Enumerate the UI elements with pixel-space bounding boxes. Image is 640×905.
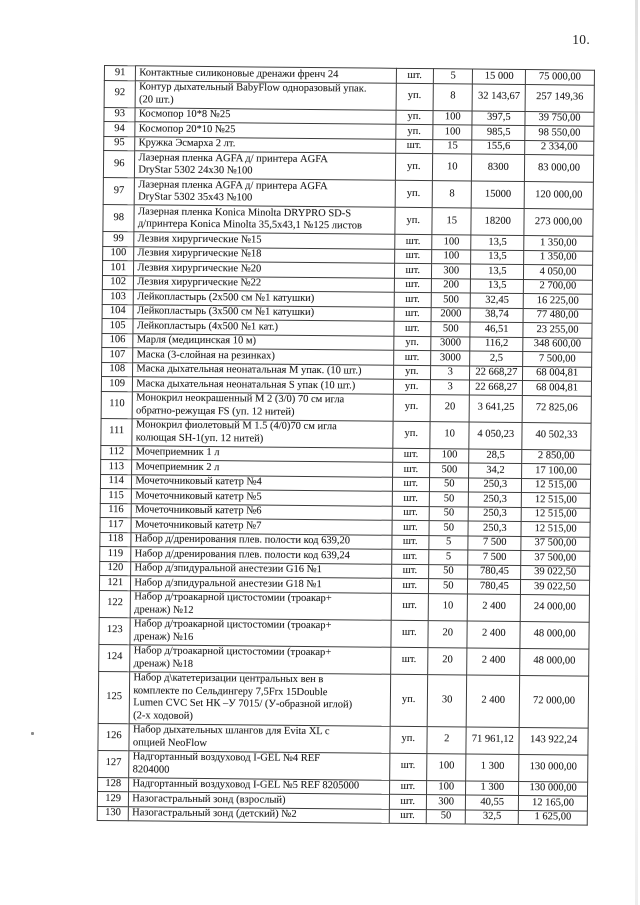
item-quantity: 50 bbox=[428, 579, 468, 594]
item-unit-price: 18200 bbox=[471, 208, 524, 236]
item-total-sum: 120 000,00 bbox=[524, 182, 593, 210]
item-name: Лазерная пленка AGFA д/ принтера AGFA DryStar 5302 24x30 №100 bbox=[135, 151, 395, 180]
item-total-sum: 1 625,00 bbox=[518, 810, 587, 825]
item-name: Контур дыхательный BabyFlow одноразовый упак. (20 шт.) bbox=[135, 80, 395, 109]
item-name: Лезвия хирургические №18 bbox=[134, 246, 394, 263]
item-unit-price: 2 400 bbox=[467, 648, 520, 676]
item-total-sum: 143 922,24 bbox=[519, 727, 588, 755]
item-name: Лейкопластырь (2x500 см №1 катушки) bbox=[134, 290, 394, 307]
row-number: 121 bbox=[99, 575, 131, 590]
item-quantity: 10 bbox=[432, 154, 472, 181]
item-name: Набор д/дренирования плев. полости код 639,24 bbox=[131, 547, 391, 564]
table-row bbox=[98, 671, 588, 728]
item-total-sum: 2 334,00 bbox=[525, 140, 594, 155]
item-unit: шт. bbox=[392, 506, 430, 521]
item-unit: шт. bbox=[391, 593, 429, 620]
item-unit-price: 250,3 bbox=[469, 492, 522, 507]
row-number: 102 bbox=[102, 275, 134, 290]
item-unit-price: 13,5 bbox=[471, 264, 524, 279]
items-table bbox=[97, 65, 595, 826]
item-quantity: 300 bbox=[431, 264, 471, 279]
item-total-sum: 24 000,00 bbox=[520, 594, 589, 622]
item-unit: уп. bbox=[395, 124, 433, 139]
row-number: 107 bbox=[102, 347, 134, 362]
item-unit-price: 13,5 bbox=[471, 250, 524, 265]
item-name: Надгортанный воздуховод I-GEL №4 REF 8204000 bbox=[129, 750, 389, 779]
item-name: Мочеточниковый катетр №6 bbox=[132, 503, 392, 520]
item-name: Космопор 10*8 №25 bbox=[135, 107, 395, 124]
item-name: Мочеточниковый катетр №4 bbox=[132, 474, 392, 491]
item-unit: уп. bbox=[396, 83, 434, 110]
item-name: Космопор 20*10 №25 bbox=[135, 122, 395, 139]
item-quantity: 20 bbox=[428, 620, 468, 647]
item-name: Кружка Эсмарха 2 лт. bbox=[135, 136, 395, 153]
item-total-sum: 98 550,00 bbox=[525, 126, 594, 141]
item-unit: шт. bbox=[396, 68, 434, 83]
item-quantity: 8 bbox=[433, 83, 473, 110]
row-number: 96 bbox=[103, 151, 135, 178]
item-unit: уп. bbox=[390, 674, 428, 726]
item-unit: шт. bbox=[392, 448, 430, 463]
item-total-sum: 1 350,00 bbox=[524, 236, 593, 251]
item-unit-price: 2 400 bbox=[467, 675, 520, 728]
item-total-sum: 7 500,00 bbox=[523, 352, 592, 367]
item-unit: уп. bbox=[393, 365, 431, 380]
item-unit-price: 13,5 bbox=[471, 235, 524, 250]
item-quantity: 500 bbox=[430, 463, 470, 478]
item-name: Марля (медицинская 10 м) bbox=[133, 333, 393, 350]
item-name: Лазерная пленка Konica Minolta DRYPRO SD-S д/принтера Konica Minolta 35,5x43,1 №125 листов bbox=[134, 205, 394, 234]
item-unit-price: 34,2 bbox=[469, 463, 522, 478]
item-quantity: 100 bbox=[427, 780, 467, 795]
row-number: 95 bbox=[104, 136, 136, 151]
item-name: Мочеточниковый катетр №7 bbox=[131, 518, 391, 535]
row-number: 119 bbox=[100, 546, 132, 561]
item-unit: шт. bbox=[393, 350, 431, 365]
item-total-sum: 72 825,06 bbox=[522, 395, 591, 423]
item-name: Мочеприемник 1 л bbox=[132, 445, 392, 462]
row-number: 123 bbox=[99, 617, 131, 644]
item-quantity: 50 bbox=[429, 506, 469, 521]
item-unit: шт. bbox=[390, 647, 428, 674]
item-unit: шт. bbox=[392, 462, 430, 477]
item-name: Набор д/троакарной цистостомии (троакар+ дренаж) №16 bbox=[130, 617, 390, 646]
item-quantity: 5 bbox=[429, 550, 469, 565]
row-number: 98 bbox=[103, 204, 135, 231]
row-number: 124 bbox=[99, 644, 131, 671]
item-name: Набор д/дренирования плев. полости код 639,20 bbox=[131, 532, 391, 549]
row-number: 114 bbox=[100, 474, 132, 489]
item-name: Лейкопластырь (4x500 №1 кат.) bbox=[133, 319, 393, 336]
item-total-sum: 37 500,00 bbox=[521, 536, 590, 551]
item-total-sum: 37 500,00 bbox=[521, 551, 590, 566]
item-total-sum: 75 000,00 bbox=[525, 70, 594, 85]
item-unit: шт. bbox=[390, 620, 428, 647]
item-total-sum: 39 022,50 bbox=[521, 565, 590, 580]
row-number: 93 bbox=[104, 107, 136, 122]
item-total-sum: 257 149,36 bbox=[525, 84, 594, 112]
item-name: Набор д/зпидуральной анестезии G18 №1 bbox=[131, 576, 391, 593]
item-unit: шт. bbox=[394, 263, 432, 278]
item-unit-price: 780,45 bbox=[468, 565, 521, 580]
item-quantity: 50 bbox=[429, 521, 469, 536]
item-total-sum: 4 050,00 bbox=[524, 265, 593, 280]
row-number: 126 bbox=[98, 723, 130, 750]
row-number: 130 bbox=[97, 806, 129, 821]
item-total-sum: 130 000,00 bbox=[519, 754, 588, 782]
item-unit-price: 3 641,25 bbox=[470, 395, 523, 423]
item-unit-price: 71 961,12 bbox=[466, 727, 519, 755]
item-name: Назогастральный зонд (детский) №2 bbox=[129, 806, 389, 823]
item-name: Набор д\катетеризации центральных вен в комплекте по Сельдингеру 7,5Frx 15Double Lumen CVC Set НК –У 7015/ (У-образной иглой) (2-х ходовой) bbox=[130, 671, 391, 725]
item-name: Надгортанный воздуховод I-GEL №5 REF 8205000 bbox=[129, 777, 389, 794]
item-unit-price: 46,51 bbox=[470, 322, 523, 337]
row-number: 129 bbox=[97, 791, 129, 806]
item-name: Набор д/зпидуральной анестезии G16 №1 bbox=[131, 561, 391, 578]
items-table-body bbox=[97, 66, 594, 826]
item-unit: уп. bbox=[389, 726, 427, 753]
item-quantity: 20 bbox=[430, 394, 470, 421]
item-unit: шт. bbox=[389, 780, 427, 795]
item-unit: уп. bbox=[392, 421, 430, 448]
scan-edge-artifact bbox=[635, 0, 638, 905]
item-quantity: 5 bbox=[429, 535, 469, 550]
row-number: 110 bbox=[101, 391, 133, 418]
item-total-sum: 77 480,00 bbox=[523, 308, 592, 323]
item-total-sum: 39 022,50 bbox=[521, 580, 590, 595]
item-unit: уп. bbox=[393, 379, 431, 394]
item-name: Монокрил фиолетовый М 1.5 (4/0)70 см игла колющая SH-1(уп. 12 нитей) bbox=[132, 418, 392, 447]
item-quantity: 15 bbox=[432, 208, 472, 235]
item-total-sum: 273 000,00 bbox=[524, 209, 593, 237]
item-name: Назогастральный зонд (взрослый) bbox=[129, 792, 389, 809]
item-quantity: 500 bbox=[431, 322, 471, 337]
item-quantity: 3000 bbox=[431, 351, 471, 366]
item-total-sum: 40 502,33 bbox=[522, 422, 591, 450]
item-total-sum: 83 000,00 bbox=[525, 155, 594, 183]
item-unit-price: 8300 bbox=[472, 154, 525, 182]
item-total-sum: 12 515,00 bbox=[522, 478, 591, 493]
page-number: 10. bbox=[572, 32, 590, 47]
item-name: Мочеточниковый катетр №5 bbox=[132, 489, 392, 506]
item-unit: шт. bbox=[394, 307, 432, 322]
item-quantity: 100 bbox=[430, 448, 470, 463]
row-number: 106 bbox=[102, 333, 134, 348]
item-unit: шт. bbox=[394, 234, 432, 249]
row-number: 116 bbox=[100, 503, 132, 518]
item-quantity: 50 bbox=[429, 564, 469, 579]
item-quantity: 3000 bbox=[431, 336, 471, 351]
item-unit-price: 1 300 bbox=[466, 754, 519, 782]
item-unit: уп. bbox=[395, 110, 433, 125]
item-total-sum: 48 000,00 bbox=[520, 648, 589, 676]
item-unit-price: 116,2 bbox=[470, 337, 523, 352]
item-name: Маска дыхательная неонатальная S упак (10 шт.) bbox=[133, 377, 393, 394]
item-total-sum: 23 255,00 bbox=[523, 323, 592, 338]
item-unit-price: 7 500 bbox=[468, 536, 521, 551]
item-quantity: 100 bbox=[432, 249, 472, 264]
item-quantity: 20 bbox=[428, 647, 468, 674]
item-total-sum: 39 750,00 bbox=[525, 111, 594, 126]
item-unit: шт. bbox=[391, 564, 429, 579]
item-unit: шт. bbox=[392, 520, 430, 535]
item-unit-price: 155,6 bbox=[472, 140, 525, 155]
item-name: Лазерная пленка AGFA д/ принтера AGFA DryStar 5302 35x43 №100 bbox=[135, 178, 395, 207]
item-unit: уп. bbox=[393, 394, 431, 421]
item-unit-price: 250,3 bbox=[468, 521, 521, 536]
item-quantity: 50 bbox=[429, 477, 469, 492]
item-quantity: 100 bbox=[427, 753, 467, 780]
item-unit: шт. bbox=[395, 139, 433, 154]
item-total-sum: 2 850,00 bbox=[522, 449, 591, 464]
item-unit-price: 1 300 bbox=[466, 781, 519, 796]
item-unit-price: 2 400 bbox=[467, 621, 520, 649]
item-unit: шт. bbox=[394, 249, 432, 264]
row-number: 94 bbox=[104, 122, 136, 137]
item-unit-price: 22 668,27 bbox=[470, 366, 523, 381]
item-quantity: 10 bbox=[428, 593, 468, 620]
item-unit: уп. bbox=[395, 153, 433, 180]
item-unit: шт. bbox=[391, 535, 429, 550]
row-number: 122 bbox=[99, 590, 131, 617]
item-unit-price: 985,5 bbox=[472, 125, 525, 140]
item-quantity: 30 bbox=[427, 674, 467, 726]
item-unit-price: 22 668,27 bbox=[470, 380, 523, 395]
row-number: 117 bbox=[100, 517, 132, 532]
item-quantity: 15 bbox=[433, 139, 473, 154]
item-quantity: 2 bbox=[427, 726, 467, 753]
row-number: 101 bbox=[102, 260, 134, 275]
row-number: 105 bbox=[102, 318, 134, 333]
row-number: 100 bbox=[103, 246, 135, 261]
item-total-sum: 12 515,00 bbox=[521, 493, 590, 508]
item-name: Контактные силиконовые дренажи френч 24 bbox=[136, 66, 396, 83]
item-name: Лезвия хирургические №15 bbox=[134, 232, 394, 249]
item-total-sum: 68 004,81 bbox=[522, 381, 591, 396]
item-unit: шт. bbox=[392, 477, 430, 492]
item-quantity: 8 bbox=[432, 181, 472, 208]
item-unit-price: 250,3 bbox=[469, 478, 522, 493]
item-quantity: 200 bbox=[431, 278, 471, 293]
item-quantity: 50 bbox=[426, 809, 466, 824]
item-unit-price: 15000 bbox=[472, 181, 525, 209]
item-name: Лейкопластырь (3x500 см №1 катушки) bbox=[133, 304, 393, 321]
item-total-sum: 12 515,00 bbox=[521, 507, 590, 522]
item-quantity: 10 bbox=[430, 421, 470, 448]
item-total-sum: 17 100,00 bbox=[522, 464, 591, 479]
item-unit-price: 397,5 bbox=[472, 111, 525, 126]
item-quantity: 300 bbox=[426, 795, 466, 810]
item-name: Набор д/троакарной цистостомии (троакар+ дренаж) №12 bbox=[131, 590, 391, 619]
item-unit: шт. bbox=[389, 794, 427, 809]
row-number: 109 bbox=[101, 376, 133, 391]
item-name: Маска дыхательная неонатальная М упак. (10 шт.) bbox=[133, 362, 393, 379]
row-number: 103 bbox=[102, 289, 134, 304]
item-quantity: 100 bbox=[432, 235, 472, 250]
scan-speck bbox=[31, 732, 34, 735]
item-name: Набор д/троакарной цистостомии (троакар+ дренаж) №18 bbox=[130, 644, 390, 673]
item-unit-price: 15 000 bbox=[473, 69, 526, 84]
item-total-sum: 68 004,81 bbox=[523, 366, 592, 381]
item-unit: шт. bbox=[391, 549, 429, 564]
row-number: 99 bbox=[103, 231, 135, 246]
item-unit: шт. bbox=[394, 292, 432, 307]
item-unit-price: 38,74 bbox=[471, 308, 524, 323]
item-total-sum: 12 515,00 bbox=[521, 522, 590, 537]
item-unit-price: 40,55 bbox=[466, 795, 519, 810]
item-unit: шт. bbox=[389, 809, 427, 824]
row-number: 120 bbox=[100, 561, 132, 576]
item-total-sum: 16 225,00 bbox=[523, 294, 592, 309]
row-number: 112 bbox=[101, 445, 133, 460]
item-unit-price: 32,45 bbox=[471, 293, 524, 308]
row-number: 97 bbox=[103, 177, 135, 204]
item-unit-price: 32,5 bbox=[466, 810, 519, 825]
item-quantity: 100 bbox=[433, 125, 473, 140]
row-number: 127 bbox=[98, 750, 130, 777]
item-unit: шт. bbox=[391, 578, 429, 593]
row-number: 128 bbox=[98, 777, 130, 792]
item-name: Лезвия хирургические №20 bbox=[134, 261, 394, 278]
item-quantity: 50 bbox=[429, 492, 469, 507]
item-total-sum: 48 000,00 bbox=[520, 621, 589, 649]
item-unit: шт. bbox=[389, 753, 427, 780]
item-name: Лезвия хирургические №22 bbox=[134, 275, 394, 292]
item-unit-price: 4 050,23 bbox=[469, 422, 522, 450]
item-unit-price: 7 500 bbox=[468, 550, 521, 565]
item-unit-price: 250,3 bbox=[469, 507, 522, 522]
item-quantity: 2000 bbox=[431, 307, 471, 322]
item-unit: шт. bbox=[394, 278, 432, 293]
row-number: 91 bbox=[104, 66, 136, 81]
item-quantity: 3 bbox=[430, 365, 470, 380]
row-number: 115 bbox=[100, 488, 132, 503]
item-total-sum: 2 700,00 bbox=[523, 279, 592, 294]
item-unit-price: 2,5 bbox=[470, 351, 523, 366]
item-unit-price: 32 143,67 bbox=[473, 84, 526, 112]
item-total-sum: 1 350,00 bbox=[524, 250, 593, 265]
row-number: 118 bbox=[100, 532, 132, 547]
item-unit: уп. bbox=[393, 336, 431, 351]
item-total-sum: 72 000,00 bbox=[519, 675, 588, 728]
item-total-sum: 348 600,00 bbox=[523, 337, 592, 352]
item-name: Монокрил неокрашенный М 2 (3/0) 70 см игла обратно-режущая FS (уп. 12 нитей) bbox=[132, 391, 392, 420]
item-quantity: 3 bbox=[430, 380, 470, 395]
item-unit: шт. bbox=[393, 321, 431, 336]
item-unit-price: 2 400 bbox=[468, 594, 521, 622]
row-number: 92 bbox=[104, 80, 136, 107]
row-number: 113 bbox=[101, 459, 133, 474]
row-number: 111 bbox=[101, 418, 133, 445]
item-quantity: 5 bbox=[433, 69, 473, 84]
item-unit-price: 13,5 bbox=[471, 279, 524, 294]
row-number: 125 bbox=[98, 671, 130, 723]
item-name: Набор дыхательных шлангов для Evita XL с опцией NeoFlow bbox=[129, 723, 389, 752]
item-total-sum: 12 165,00 bbox=[518, 796, 587, 811]
item-quantity: 500 bbox=[431, 293, 471, 308]
item-unit-price: 780,45 bbox=[468, 579, 521, 594]
item-unit: шт. bbox=[392, 491, 430, 506]
item-quantity: 100 bbox=[433, 110, 473, 125]
item-unit: уп. bbox=[395, 180, 433, 207]
item-total-sum: 130 000,00 bbox=[519, 781, 588, 796]
item-name: Маска (3-слойная на резинках) bbox=[133, 348, 393, 365]
item-unit: уп. bbox=[394, 207, 432, 234]
item-name: Мочеприемник 2 л bbox=[132, 460, 392, 477]
row-number: 108 bbox=[102, 362, 134, 377]
item-unit-price: 28,5 bbox=[469, 449, 522, 464]
row-number: 104 bbox=[102, 304, 134, 319]
